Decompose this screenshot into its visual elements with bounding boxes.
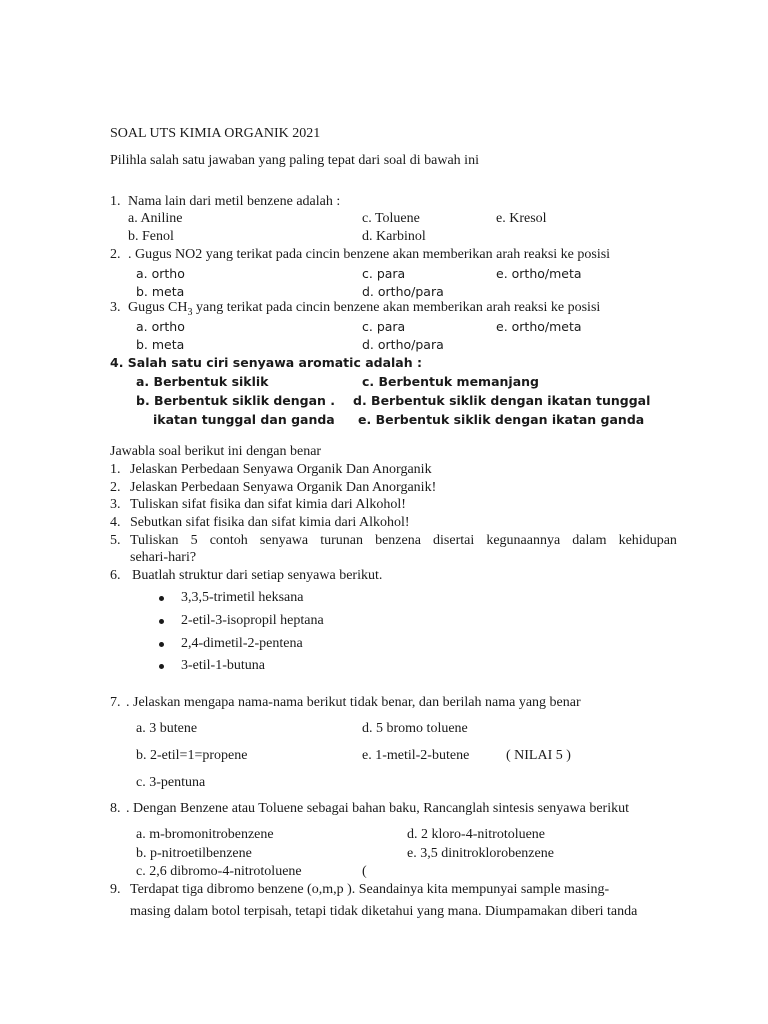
list-item: 2,4-dimetil-2-pentena — [181, 636, 303, 651]
essay-text: Jelaskan Perbedaan Senyawa Organik Dan Anorganik! — [130, 480, 437, 495]
option-b: b. meta — [136, 337, 185, 352]
option-a: a. 3 butene — [136, 721, 198, 736]
question-text: . Gugus NO2 yang terikat pada cincin benzene akan memberikan arah reaksi ke posisi — [128, 247, 611, 262]
option-c: c. para — [362, 319, 406, 334]
essay-header: Jawabla soal berikut ini dengan benar — [110, 444, 322, 459]
question-text: Gugus $CH_3$ yang terikat pada cincin benzene akan memberikan arah reaksi ke posisi — [128, 300, 601, 318]
essay-text: Tuliskan sifat fisika dan sifat kimia dari Alkohol! — [130, 497, 406, 512]
bullet — [159, 664, 164, 669]
option-e: e. 1-metil-2-butene — [362, 748, 470, 763]
option-b: b. meta — [136, 284, 185, 299]
essay-number: 9. — [110, 882, 121, 897]
option-c: c. para — [362, 266, 406, 281]
list-item: 2-etil-3-isopropil heptana — [181, 613, 324, 628]
option-d: d. 5 bromo toluene — [362, 721, 468, 736]
stray-parenthesis: ( — [362, 864, 367, 879]
essay-text: Tuliskan 5 contoh senyawa turunan benzena disertai kegunaannya dalam kehidupan — [130, 533, 677, 548]
essay-number: 7. — [110, 695, 121, 710]
essay-text: Sebutkan sifat fisika dan sifat kimia dari Alkohol! — [130, 515, 410, 530]
option-a: a. Aniline — [128, 211, 183, 226]
option-d: d. ortho/para — [362, 284, 444, 299]
essay-number: 1. — [110, 462, 121, 477]
essay-number: 3. — [110, 497, 121, 512]
option-c: c. Toluene — [362, 211, 420, 226]
essay-text: Terdapat tiga dibromo benzene (o,m,p ). Seandainya kita mempunyai sample masing- — [130, 882, 610, 897]
option-a: a. Berbentuk siklik — [136, 374, 269, 389]
option-e: e. 3,5 dinitroklorobenzene — [407, 846, 554, 861]
question-text: 4. Salah satu ciri senyawa aromatic adalah : — [110, 355, 422, 370]
option-e: e. Kresol — [496, 211, 547, 226]
essay-number: 2. — [110, 480, 121, 495]
essay-number: 8. — [110, 801, 121, 816]
option-d: d. ortho/para — [362, 337, 444, 352]
score-note: ( NILAI 5 ) — [506, 748, 571, 763]
essay-text-continued: sehari-hari? — [130, 550, 197, 565]
option-c: c. 2,6 dibromo-4-nitrotoluene — [136, 864, 302, 879]
question-number: 3. — [110, 300, 121, 315]
option-e: e. Berbentuk siklik dengan ikatan ganda — [358, 412, 645, 427]
bullet — [159, 596, 164, 601]
option-b-continued: ikatan tunggal dan ganda — [153, 412, 335, 427]
option-b: b. p-nitroetilbenzene — [136, 846, 252, 861]
essay-text: Jelaskan Perbedaan Senyawa Organik Dan Anorganik — [130, 462, 432, 477]
essay-number: 6. — [110, 568, 121, 583]
essay-text: . Jelaskan mengapa nama-nama berikut tidak benar, dan berilah nama yang benar — [126, 695, 581, 710]
option-d: d. 2 kloro-4-nitrotoluene — [407, 827, 546, 842]
option-b: b. Fenol — [128, 229, 174, 244]
bullet — [159, 619, 164, 624]
essay-text-continued: masing dalam botol terpisah, tetapi tidak diketahui yang mana. Diumpamakan diberi tanda — [130, 904, 638, 919]
list-item: 3,3,5-trimetil heksana — [181, 590, 304, 605]
essay-text: . Dengan Benzene atau Toluene sebagai bahan baku, Rancanglah sintesis senyawa berikut — [126, 801, 629, 816]
option-d: d. Karbinol — [362, 229, 426, 244]
essay-number: 4. — [110, 515, 121, 530]
question-number: 2. — [110, 247, 121, 262]
question-text: Nama lain dari metil benzene adalah : — [128, 194, 341, 209]
option-a: a. ortho — [136, 319, 185, 334]
option-a: a. ortho — [136, 266, 185, 281]
option-e: e. ortho/meta — [496, 266, 582, 281]
option-d: d. Berbentuk siklik dengan ikatan tunggal — [353, 393, 651, 408]
list-item: 3-etil-1-butuna — [181, 658, 265, 673]
option-b: b. 2-etil=1=propene — [136, 748, 248, 763]
instruction: Pilihla salah satu jawaban yang paling tepat dari soal di bawah ini — [110, 153, 479, 168]
option-c: c. 3-pentuna — [136, 775, 206, 790]
document-title: SOAL UTS KIMIA ORGANIK 2021 — [110, 126, 321, 141]
option-a: a. m-bromonitrobenzene — [136, 827, 274, 842]
bullet — [159, 642, 164, 647]
option-e: e. ortho/meta — [496, 319, 582, 334]
option-c: c. Berbentuk memanjang — [362, 374, 539, 389]
essay-text: Buatlah struktur dari setiap senyawa berikut. — [132, 568, 383, 583]
essay-number: 5. — [110, 533, 121, 548]
option-b: b. Berbentuk siklik dengan . — [136, 393, 336, 408]
question-number: 1. — [110, 194, 121, 209]
